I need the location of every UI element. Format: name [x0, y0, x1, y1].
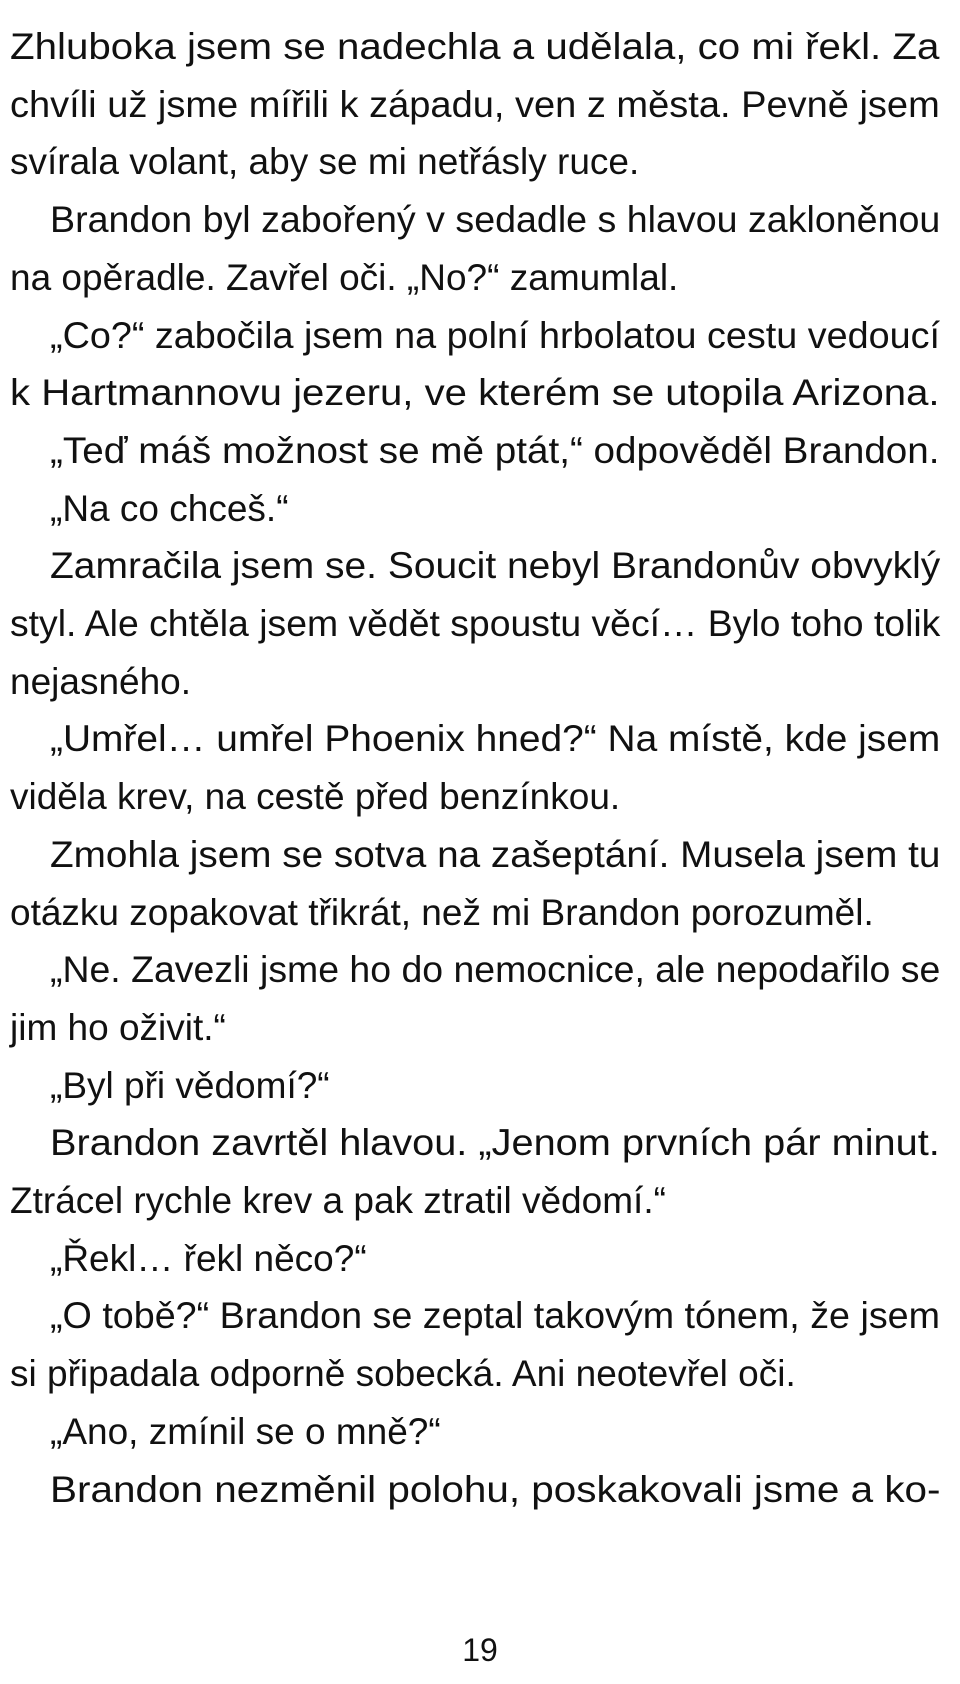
- text-line: jim ho oživit.“: [10, 1006, 226, 1048]
- page-number: 19: [462, 1632, 498, 1668]
- text-line: svírala volant, aby se mi netřásly ruce.: [10, 141, 640, 183]
- text-line: „O tobě?“ Brandon se zeptal takovým tónem, že jsem: [50, 1295, 941, 1337]
- text-line: „Na co chceš.“: [50, 487, 289, 529]
- text-line: „Co?“ zabočila jsem na polní hrbolatou cestu vedoucí: [50, 314, 941, 356]
- text-line: styl. Ale chtěla jsem vědět spoustu věcí… Bylo toho tolik: [10, 603, 941, 644]
- text-line: nejasného.: [10, 660, 192, 702]
- text-line: „Ano, zmínil se o mně?“: [50, 1410, 441, 1452]
- text-line: na opěradle. Zavřel oči. „No?“ zamumlal.: [10, 256, 679, 298]
- text-line: „Teď máš možnost se mě ptát,“ odpověděl Brandon.: [50, 429, 940, 471]
- text-line: Brandon nezměnil polohu, poskakovali jsme a ko-: [50, 1468, 941, 1510]
- text-line: „Umřel… umřel Phoenix hned?“ Na místě, kde jsem: [50, 718, 941, 760]
- text-line: „Byl při vědomí?“: [50, 1064, 330, 1106]
- text-line: Brandon zavrtěl hlavou. „Jenom prvních pár minut.: [50, 1122, 940, 1164]
- text-line: Brandon byl zabořený v sedadle s hlavou zakloněnou: [50, 199, 941, 241]
- text-line: Zmohla jsem se sotva na zašeptání. Musela jsem tu: [50, 833, 941, 875]
- text-line: Ztrácel rychle krev a pak ztratil vědomí.“: [10, 1180, 666, 1221]
- text-line: „Řekl… řekl něco?“: [50, 1237, 367, 1279]
- text-line: otázku zopakovat třikrát, než mi Brandon porozuměl.: [10, 891, 874, 933]
- text-line: viděla krev, na cestě před benzínkou.: [10, 776, 621, 818]
- text-line: k Hartmannovu jezeru, ve kterém se utopila Arizona.: [10, 372, 940, 414]
- text-line: „Ne. Zavezli jsme ho do nemocnice, ale nepodařilo se: [50, 949, 941, 991]
- text-line: Zamračila jsem se. Soucit nebyl Brandonův obvyklý: [50, 545, 941, 587]
- text-line: chvíli už jsme mířili k západu, ven z města. Pevně jsem: [10, 83, 940, 125]
- text-line: si připadala odporně sobecká. Ani neotevřel oči.: [10, 1353, 796, 1395]
- text-line: Zhluboka jsem se nadechla a udělala, co mi řekl. Za: [10, 26, 940, 67]
